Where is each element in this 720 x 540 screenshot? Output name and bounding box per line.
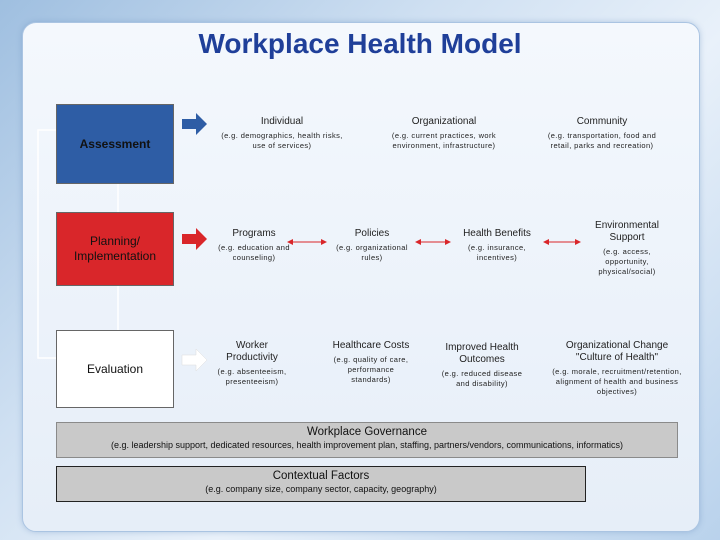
- health-benefits-detail: (e.g. insurance, incentives): [467, 243, 527, 262]
- assessment-label: Assessment: [79, 136, 151, 151]
- organizational-change-cell: [550, 340, 684, 396]
- individual-cell: [214, 116, 350, 151]
- planning-label: Planning/ Implementation: [73, 234, 157, 263]
- organizational-detail: (e.g. current practices, work environment, infrastructure): [391, 131, 497, 150]
- environmental-support-heading: Environmental Support: [595, 220, 659, 243]
- healthcare-costs-detail: (e.g. quality of care, performance standards): [333, 355, 409, 384]
- programs-cell: [214, 228, 294, 263]
- contextual-factors-title: Contextual Factors: [272, 470, 370, 482]
- worker-productivity-heading: Worker Productivity: [226, 340, 278, 363]
- evaluation-stage: [56, 330, 174, 408]
- health-benefits-cell: [452, 228, 542, 263]
- organizational-change-detail: (e.g. morale, recruitment/retention, alignment of health and business objectives): [552, 367, 682, 396]
- organizational-cell: [380, 116, 508, 151]
- individual-heading: Individual: [260, 116, 304, 127]
- assessment-stage: [56, 104, 174, 184]
- worker-productivity-detail: (e.g. absenteeism, presenteeism): [217, 367, 287, 386]
- policies-heading: Policies: [354, 228, 390, 239]
- community-heading: Community: [576, 116, 628, 127]
- evaluation-arrow: [182, 349, 207, 371]
- individual-detail: (e.g. demographics, health risks, use of services): [221, 131, 343, 150]
- contextual-factors-detail: (e.g. company size, company sector, capacity, geography): [205, 484, 437, 494]
- improved-health-outcomes-detail: (e.g. reduced disease and disability): [441, 369, 523, 388]
- programs-heading: Programs: [232, 228, 276, 239]
- diagram-title: Workplace Health Model: [198, 28, 522, 59]
- feedback-loop-line: [38, 130, 56, 358]
- worker-productivity-cell: [212, 340, 292, 387]
- improved-health-outcomes-heading: Improved Health Outcomes: [445, 342, 519, 365]
- contextual-factors-bar: [56, 466, 586, 502]
- programs-detail: (e.g. education and counseling): [218, 243, 290, 262]
- healthcare-costs-heading: Healthcare Costs: [332, 340, 410, 351]
- workplace-governance-detail: (e.g. leadership support, dedicated resources, health improvement plan, staffing, partners/vendors, communications, informatics): [110, 440, 624, 450]
- health-benefits-heading: Health Benefits: [463, 228, 531, 239]
- workplace-governance-title: Workplace Governance: [307, 426, 427, 438]
- community-detail: (e.g. transportation, food and retail, parks and recreation): [547, 131, 657, 150]
- environmental-support-detail: (e.g. access, opportunity, physical/social): [598, 247, 656, 276]
- healthcare-costs-cell: [330, 340, 412, 384]
- planning-stage: [56, 212, 174, 286]
- environmental-support-cell: [584, 220, 670, 276]
- community-cell: [538, 116, 666, 151]
- policies-cell: [330, 228, 414, 263]
- workplace-governance-bar: [56, 422, 678, 458]
- evaluation-label: Evaluation: [86, 361, 144, 376]
- assessment-arrow: [182, 113, 207, 135]
- planning-arrow: [182, 228, 207, 250]
- policies-detail: (e.g. organizational rules): [336, 243, 408, 262]
- organizational-heading: Organizational: [411, 116, 477, 127]
- improved-health-outcomes-cell: [436, 342, 528, 389]
- organizational-change-heading: Organizational Change "Culture of Health": [565, 340, 669, 363]
